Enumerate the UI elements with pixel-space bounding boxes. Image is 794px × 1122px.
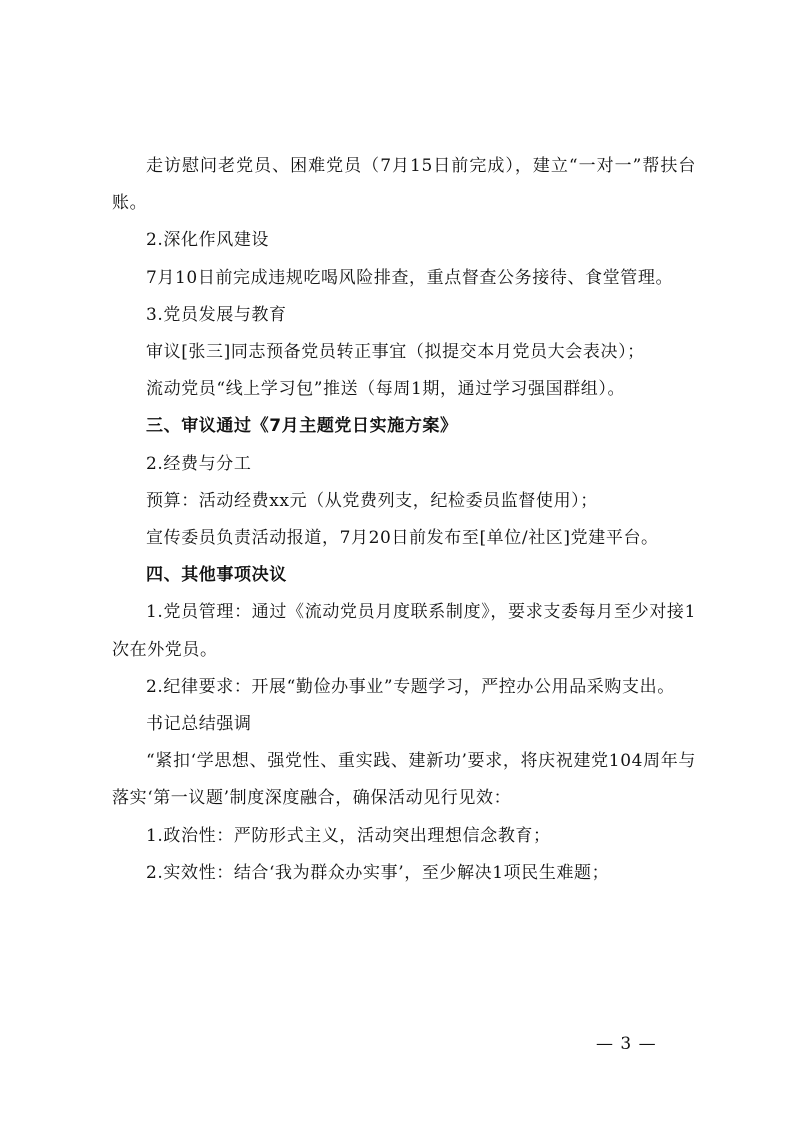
paragraph-effectiveness: 2.实效性：结合‘我为群众办实事’，至少解决1项民生难题； <box>146 862 610 883</box>
paragraph-budget: 预算：活动经费xx元（从党费列支，纪检委员监督使用）； <box>146 490 598 511</box>
paragraph-publicity: 宣传委员负责活动报道，7月20日前发布至[单位/社区]党建平台。 <box>146 528 659 549</box>
paragraph-risk-inspection: 7月10日前完成违规吃喝风险排查，重点督查公务接待、食堂管理。 <box>146 267 674 288</box>
subheading-secretary-summary: 书记总结强调 <box>146 714 252 735</box>
page-number: — 3 — <box>596 1034 657 1054</box>
paragraph-visit-elderly-members: 走访慰问老党员、困难党员（7月15日前完成），建立“一对一”帮扶台账。 <box>112 156 696 214</box>
section-heading-three: 三、审议通过《7月主题党日实施方案》 <box>146 416 458 437</box>
paragraph-online-study-pack: 流动党员“线上学习包”推送（每周1期，通过学习强国群组）。 <box>146 379 626 400</box>
subheading-work-style: 2.深化作风建设 <box>146 230 270 251</box>
paragraph-discipline: 2.纪律要求：开展“勤俭办事业”专题学习，严控办公用品采购支出。 <box>146 676 675 697</box>
subheading-budget-division: 2.经费与分工 <box>146 453 252 474</box>
section-heading-four: 四、其他事项决议 <box>146 565 287 586</box>
paragraph-political-nature: 1.政治性：严防形式主义，活动突出理想信念教育； <box>146 825 551 846</box>
subheading-member-development: 3.党员发展与教育 <box>146 304 287 325</box>
paragraph-probationary-review: 审议[张三]同志预备党员转正事宜（拟提交本月党员大会表决）； <box>146 342 645 363</box>
document-body <box>112 148 696 892</box>
paragraph-secretary-emphasis: “紧扣‘学思想、强党性、重实践、建新功’要求，将庆祝建党104周年与落实‘第一议题’制度深度融合，确保活动见行见效： <box>112 751 696 809</box>
paragraph-member-management: 1.党员管理：通过《流动党员月度联系制度》，要求支委每月至少对接1次在外党员。 <box>112 602 696 660</box>
